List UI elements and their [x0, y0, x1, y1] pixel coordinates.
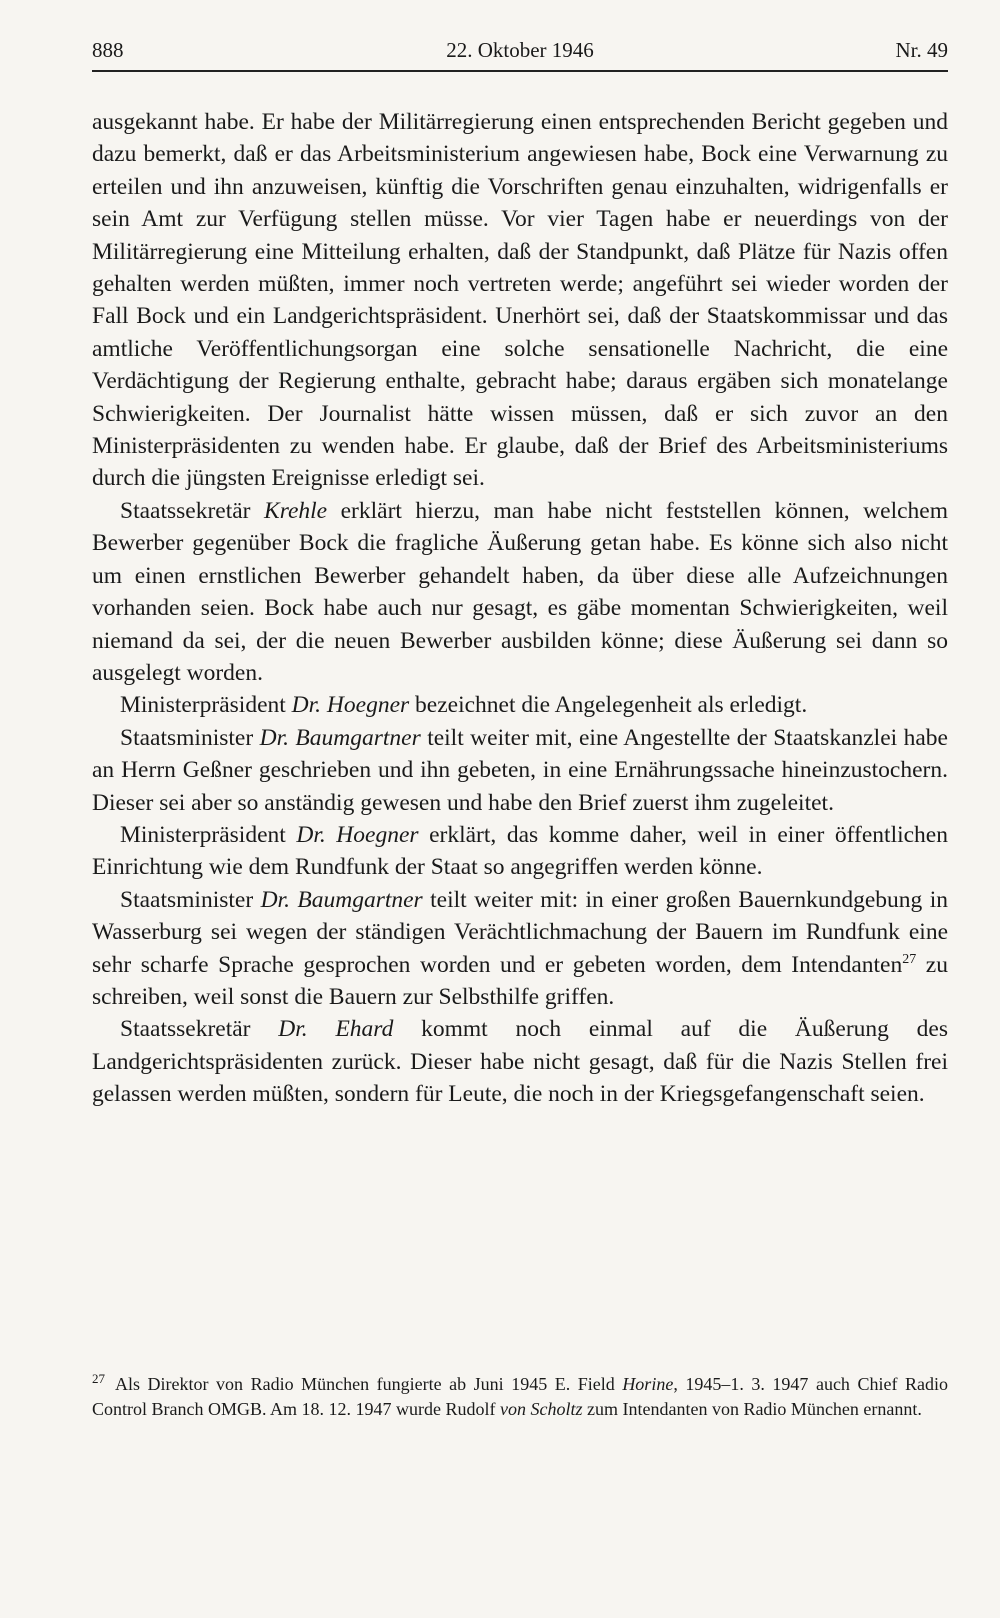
running-header — [92, 38, 948, 72]
italic-name: Dr. Baumgartner — [260, 886, 423, 913]
text-run: zum Intendanten von Radio München ernannt. — [582, 1399, 922, 1419]
text-run: Staatsminister — [120, 724, 260, 751]
text-run: Ministerpräsident — [120, 821, 297, 848]
body-text — [92, 106, 948, 1111]
text-run: teilt weiter mit, eine Angestellte der Staatskanzlei habe an Herrn Geßner geschrieben und ihn gebeten, in eine Ernährungssache hineinzustochern. Dieser sei aber so anständig gewesen und habe den Brief zuerst ihm zugeleitet. — [92, 724, 948, 816]
italic-name: Dr. Hoegner — [296, 821, 419, 848]
footnote — [92, 1366, 948, 1422]
paragraph — [92, 106, 948, 495]
header-date: 22. Oktober 1946 — [446, 38, 594, 62]
italic-name: von Scholtz — [499, 1399, 583, 1419]
issue-number: Nr. 49 — [895, 38, 948, 62]
text-run: bezeichnet die Angelegenheit als erledigt. — [409, 692, 808, 719]
italic-name: Dr. Ehard — [278, 1016, 394, 1043]
paragraph — [92, 1013, 948, 1110]
text-run: erklärt, das komme daher, weil in einer öffentlichen Einrichtung wie dem Rundfunk der Staat so angegriffen werden könne. — [92, 821, 948, 881]
text-run: kommt noch einmal auf die Äußerung des Landgerichtspräsidenten zurück. Dieser habe nicht gesagt, daß für die Nazis Stellen frei gelassen werden müßten, sondern für Leute, die noch in der Kriegsgefangenschaft seien. — [92, 1016, 948, 1108]
text-run: erklärt hierzu, man habe nicht feststellen können, welchem Bewerber gegenüber Bock die fragliche Äußerung getan habe. Es könne sich also nicht um einen ernstlichen Bewerber gehandelt haben, da über diese alle Aufzeichnungen vorhanden seien. Bock habe auch nur gesagt, es gäbe momentan Schwierigkeiten, weil niemand da sei, der die neuen Bewerber ausbilden könne; diese Äußerung sei dann so ausgelegt worden. — [92, 497, 948, 686]
italic-name: Dr. Baumgartner — [259, 724, 421, 751]
italic-name: Krehle — [264, 497, 328, 524]
italic-name: Horine — [622, 1374, 674, 1394]
text-run: Staatsminister — [120, 886, 261, 913]
page-number: 888 — [92, 38, 124, 62]
text-run: Ministerpräsident — [120, 692, 292, 719]
italic-name: Dr. Hoegner — [291, 692, 410, 719]
paragraph — [92, 722, 948, 819]
text-run: teilt weiter mit: in einer großen Bauernkundgebung in Wasserburg sei wegen der ständigen Verächtlichmachung der Bauern im Rundfunk eine sehr scharfe Sprache gesprochen worden und er gebeten worden, dem Intendanten — [92, 886, 949, 978]
paragraph — [92, 495, 948, 689]
footnote-number: 27 — [92, 1371, 105, 1386]
paragraph — [92, 884, 948, 1014]
paragraph — [92, 689, 948, 721]
text-run: zu schreiben, weil sonst die Bauern zur Selbsthilfe griffen. — [92, 951, 948, 1010]
text-run: Als Direktor von Radio München fungierte ab Juni 1945 E. Field — [115, 1374, 623, 1394]
footnote-ref: 27 — [902, 951, 917, 967]
text-run: , 1945–1. 3. 1947 auch Chief Radio Control Branch OMGB. Am 18. 12. 1947 wurde Rudolf — [92, 1374, 948, 1419]
paragraph — [92, 819, 948, 884]
text-run: Staatssekretär — [120, 1016, 279, 1043]
footnote-text — [92, 1374, 948, 1419]
text-run: ausgekannt habe. Er habe der Militärregierung einen entsprechenden Bericht gegeben und dazu bemerkt, daß er das Arbeitsministerium angewiesen habe, Bock eine Verwarnung zu erteilen und ihn anzuweisen, künftig die Vorschriften genau einzuhalten, widrigenfalls er sein Amt zur Verfügung stellen müsse. Vor vier Tagen habe er neuerdings von der Militärregierung eine Mitteilung erhalten, daß der Standpunkt, daß Plätze für Nazis offen gehalten werden müßten, immer noch vertreten werde; angeführt sei wieder worden der Fall Bock und ein Landgerichtspräsident. Unerhört sei, daß der Staatskommissar und das amtliche Veröffentlichungsorgan eine solche sensationelle Nachricht, die eine Verdächtigung der Regierung enthalte, gebracht habe; daraus ergäben sich monatelange Schwierigkeiten. Der Journalist hätte wissen müssen, daß er sich zuvor an den Ministerpräsidenten zu wenden habe. Er glaube, daß der Brief des Arbeitsministeriums durch die jüngsten Ereignisse erledigt sei. — [92, 109, 948, 492]
header-rule — [92, 70, 948, 72]
text-run: Staatssekretär — [120, 497, 265, 524]
